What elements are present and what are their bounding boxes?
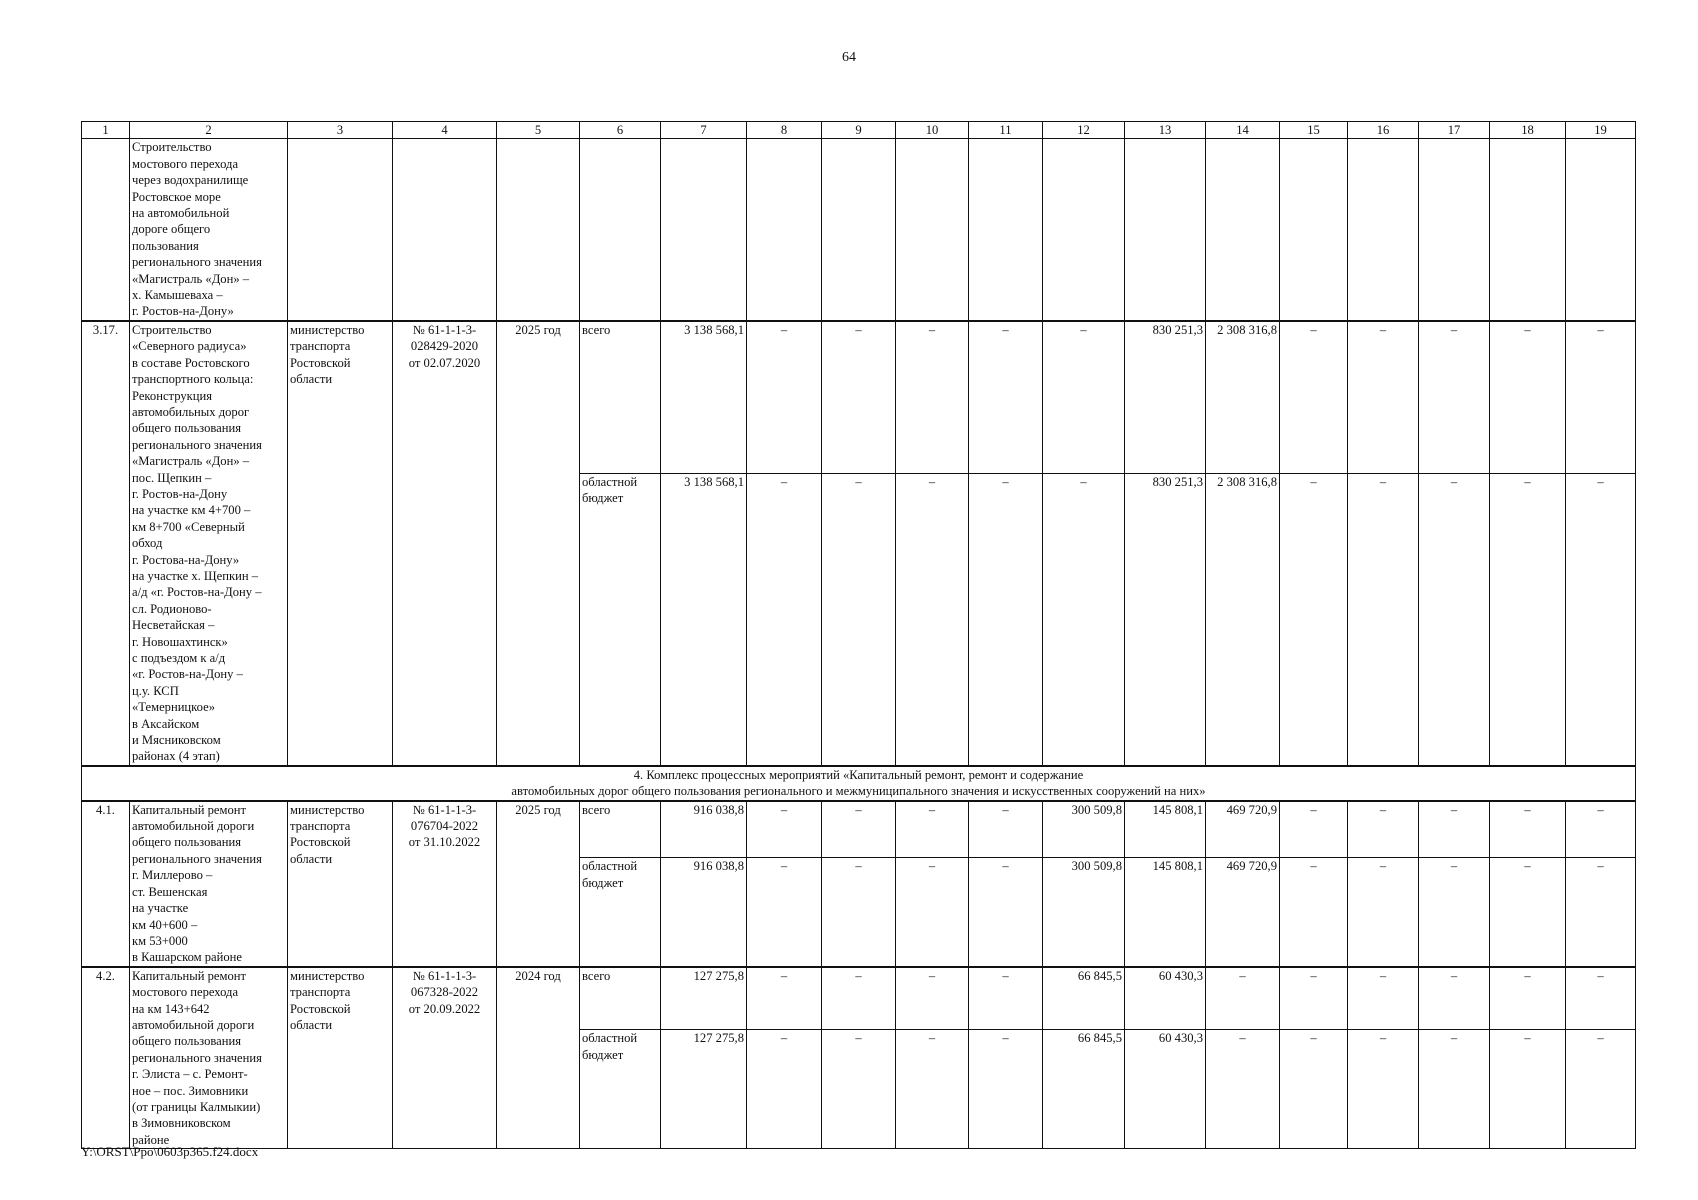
amount-cell: –	[1348, 967, 1419, 1030]
table-row	[82, 321, 1636, 474]
amount-cell: –	[1566, 1030, 1636, 1149]
amount-cell: 2 308 316,8	[1206, 473, 1280, 765]
amount-cell: 469 720,9	[1206, 801, 1280, 858]
amount-cell: –	[1419, 858, 1490, 967]
amount-cell: –	[747, 858, 822, 967]
column-number: 13	[1125, 122, 1206, 139]
amount-cell: –	[896, 473, 969, 765]
section-header-row	[82, 766, 1636, 801]
object-name: Строительство мостового перехода через водохранилище Ростовское море на автомобильной дороге общего пользования регионального значения «Магистраль «Дон» – х. Камышеваха – г. Ростов-на-Дону»	[130, 139, 288, 321]
table-row	[82, 967, 1636, 1030]
amount-cell: 916 038,8	[661, 801, 747, 858]
column-number: 15	[1280, 122, 1348, 139]
row-number: 4.2.	[82, 967, 130, 1149]
amount-cell: –	[822, 858, 896, 967]
empty-cell	[1043, 139, 1125, 321]
empty-cell	[822, 139, 896, 321]
amount-cell: –	[969, 321, 1043, 474]
funding-source: всего	[580, 321, 661, 474]
column-number: 14	[1206, 122, 1280, 139]
amount-cell: –	[1419, 321, 1490, 474]
amount-cell: –	[1280, 801, 1348, 858]
empty-cell	[1280, 139, 1348, 321]
column-number: 7	[661, 122, 747, 139]
amount-cell: –	[747, 1030, 822, 1149]
object-name: Строительство «Северного радиуса» в составе Ростовского транспортного кольца: Реконструкция автомобильных дорог общего пользования регионального значения «Магистраль «Дон» – пос. Щепкин – г. Ростов-на-Дону на участке км 4+700 – км 8+700 «Северный обход г. Ростова-на-Дону» на участке х. Щепкин – а/д «г. Ростов-на-Дону – сл. Родионово- Несветайская – г. Новошахтинск» с подъездом к а/д «г. Ростов-на-Дону – ц.у. КСП «Темерницкое» в Аксайском и Мясниковском районах (4 этап)	[130, 321, 288, 766]
section-title: 4. Комплекс процессных мероприятий «Капитальный ремонт, ремонт и содержание автомобильных дорог общего пользования регионального и межмуниципального значения и искусственных сооружений на них»	[82, 766, 1636, 801]
amount-cell: –	[1206, 1030, 1280, 1149]
table-row	[82, 801, 1636, 858]
executor: министерство транспорта Ростовской области	[288, 321, 393, 766]
amount-cell: –	[1280, 321, 1348, 474]
amount-cell: –	[1348, 1030, 1419, 1149]
object-name: Капитальный ремонт мостового перехода на км 143+642 автомобильной дороги общего пользования регионального значения г. Элиста – с. Ремонт- ное – пос. Зимовники (от границы Калмыкии) в Зимовниковском районе	[130, 967, 288, 1149]
amount-cell: 830 251,3	[1125, 321, 1206, 474]
amount-cell: –	[1043, 473, 1125, 765]
amount-cell: –	[822, 1030, 896, 1149]
amount-cell: –	[1280, 858, 1348, 967]
amount-cell: 830 251,3	[1125, 473, 1206, 765]
amount-cell: –	[969, 967, 1043, 1030]
amount-cell: –	[969, 801, 1043, 858]
amount-cell: –	[747, 473, 822, 765]
file-path-footer: Y:\ORST\Ppo\0603p365.f24.docx	[81, 1144, 259, 1159]
column-number: 10	[896, 122, 969, 139]
amount-cell: 469 720,9	[1206, 858, 1280, 967]
amount-cell: –	[1566, 858, 1636, 967]
amount-cell: –	[896, 321, 969, 474]
amount-cell: –	[822, 967, 896, 1030]
amount-cell: 145 808,1	[1125, 858, 1206, 967]
column-number: 6	[580, 122, 661, 139]
amount-cell: –	[1348, 858, 1419, 967]
amount-cell: –	[1419, 473, 1490, 765]
amount-cell: –	[1419, 1030, 1490, 1149]
document-number: № 61-1-1-3- 076704-2022 от 31.10.2022	[393, 801, 497, 967]
amount-cell: 127 275,8	[661, 967, 747, 1030]
funding-source: всего	[580, 801, 661, 858]
amount-cell: 60 430,3	[1125, 967, 1206, 1030]
amount-cell: 66 845,5	[1043, 1030, 1125, 1149]
amount-cell: 60 430,3	[1125, 1030, 1206, 1149]
amount-cell: –	[822, 801, 896, 858]
column-number: 3	[288, 122, 393, 139]
amount-cell: –	[1490, 473, 1566, 765]
empty-cell	[288, 139, 393, 321]
amount-cell: –	[747, 967, 822, 1030]
empty-cell	[497, 139, 580, 321]
amount-cell: –	[747, 801, 822, 858]
funding-source: областной бюджет	[580, 1030, 661, 1149]
empty-cell	[1490, 139, 1566, 321]
row-number	[82, 139, 130, 321]
column-number: 5	[497, 122, 580, 139]
document-number: № 61-1-1-3- 028429-2020 от 02.07.2020	[393, 321, 497, 766]
amount-cell: 145 808,1	[1125, 801, 1206, 858]
completion-year: 2025 год	[497, 801, 580, 967]
amount-cell: –	[1566, 473, 1636, 765]
column-number: 2	[130, 122, 288, 139]
amount-cell: –	[822, 473, 896, 765]
amount-cell: –	[896, 801, 969, 858]
table-body	[82, 122, 1636, 1149]
amount-cell: –	[1490, 321, 1566, 474]
amount-cell: 300 509,8	[1043, 858, 1125, 967]
column-number: 12	[1043, 122, 1125, 139]
empty-cell	[580, 139, 661, 321]
budget-table	[81, 121, 1636, 1149]
column-number: 1	[82, 122, 130, 139]
amount-cell: –	[1206, 967, 1280, 1030]
amount-cell: –	[896, 1030, 969, 1149]
amount-cell: –	[1419, 801, 1490, 858]
empty-cell	[969, 139, 1043, 321]
column-number: 8	[747, 122, 822, 139]
column-number: 19	[1566, 122, 1636, 139]
amount-cell: –	[1280, 473, 1348, 765]
object-name: Капитальный ремонт автомобильной дороги общего пользования регионального значения г. Миллерово – ст. Вешенская на участке км 40+600 – км 53+000 в Кашарском районе	[130, 801, 288, 967]
amount-cell: –	[1043, 321, 1125, 474]
column-number: 9	[822, 122, 896, 139]
empty-cell	[661, 139, 747, 321]
amount-cell: –	[1566, 801, 1636, 858]
column-number-row	[82, 122, 1636, 139]
empty-cell	[1206, 139, 1280, 321]
amount-cell: –	[896, 858, 969, 967]
empty-cell	[747, 139, 822, 321]
amount-cell: –	[896, 967, 969, 1030]
row-number: 4.1.	[82, 801, 130, 967]
amount-cell: –	[1348, 321, 1419, 474]
amount-cell: –	[1490, 1030, 1566, 1149]
amount-cell: –	[969, 858, 1043, 967]
empty-cell	[393, 139, 497, 321]
amount-cell: 2 308 316,8	[1206, 321, 1280, 474]
row-number: 3.17.	[82, 321, 130, 766]
funding-source: всего	[580, 967, 661, 1030]
column-number: 17	[1419, 122, 1490, 139]
funding-source: областной бюджет	[580, 858, 661, 967]
completion-year: 2024 год	[497, 967, 580, 1149]
amount-cell: –	[747, 321, 822, 474]
table-row	[82, 139, 1636, 321]
amount-cell: –	[969, 473, 1043, 765]
amount-cell: 3 138 568,1	[661, 321, 747, 474]
completion-year: 2025 год	[497, 321, 580, 766]
empty-cell	[1566, 139, 1636, 321]
amount-cell: 127 275,8	[661, 1030, 747, 1149]
column-number: 11	[969, 122, 1043, 139]
column-number: 18	[1490, 122, 1566, 139]
amount-cell: –	[1490, 801, 1566, 858]
column-number: 16	[1348, 122, 1419, 139]
page-number: 64	[842, 50, 856, 65]
executor: министерство транспорта Ростовской области	[288, 967, 393, 1149]
empty-cell	[1348, 139, 1419, 321]
document-number: № 61-1-1-3- 067328-2022 от 20.09.2022	[393, 967, 497, 1149]
funding-source: областной бюджет	[580, 473, 661, 765]
amount-cell: 300 509,8	[1043, 801, 1125, 858]
empty-cell	[896, 139, 969, 321]
amount-cell: –	[1280, 1030, 1348, 1149]
amount-cell: –	[1566, 967, 1636, 1030]
amount-cell: 916 038,8	[661, 858, 747, 967]
amount-cell: 3 138 568,1	[661, 473, 747, 765]
amount-cell: –	[969, 1030, 1043, 1149]
amount-cell: –	[1280, 967, 1348, 1030]
amount-cell: –	[1419, 967, 1490, 1030]
amount-cell: –	[1348, 801, 1419, 858]
amount-cell: 66 845,5	[1043, 967, 1125, 1030]
amount-cell: –	[1566, 321, 1636, 474]
amount-cell: –	[1348, 473, 1419, 765]
column-number: 4	[393, 122, 497, 139]
executor: министерство транспорта Ростовской области	[288, 801, 393, 967]
amount-cell: –	[1490, 858, 1566, 967]
empty-cell	[1125, 139, 1206, 321]
empty-cell	[1419, 139, 1490, 321]
amount-cell: –	[1490, 967, 1566, 1030]
amount-cell: –	[822, 321, 896, 474]
